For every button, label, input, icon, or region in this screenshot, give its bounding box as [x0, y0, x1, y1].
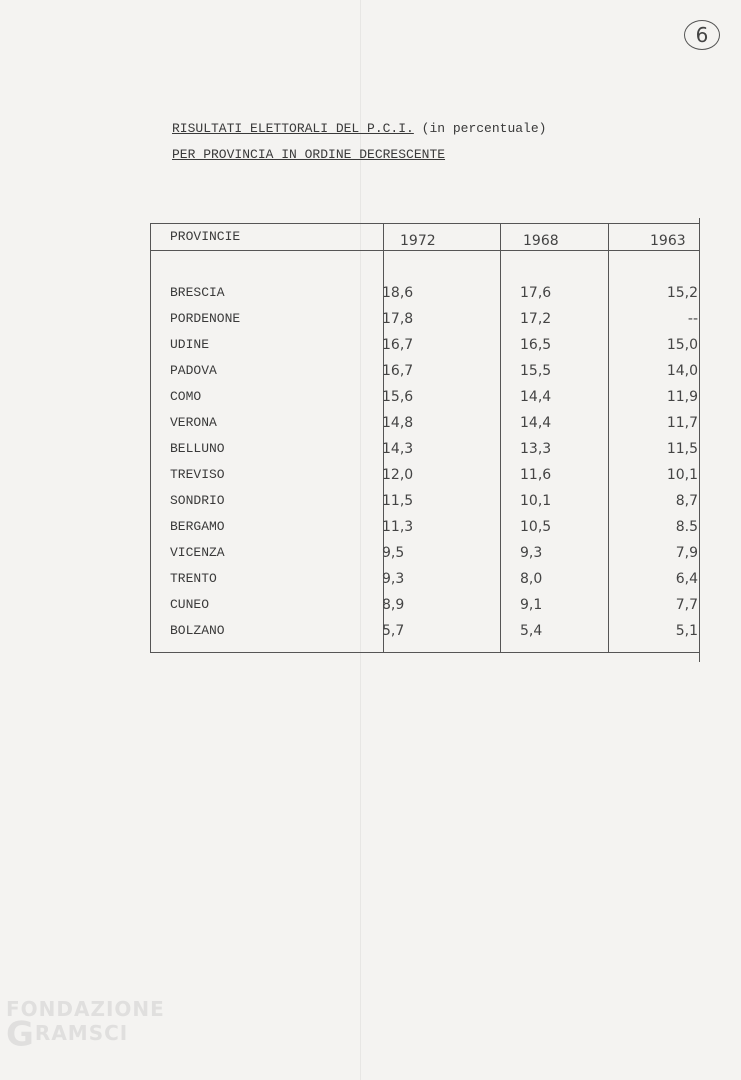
- value-1963: 5,1: [675, 623, 698, 639]
- value-1968: 14,4: [520, 415, 552, 431]
- header-1963: 1963: [650, 233, 686, 249]
- value-1968: 17,6: [520, 285, 552, 301]
- province-name: CUNEO: [170, 597, 210, 612]
- province-name: VICENZA: [170, 545, 225, 560]
- table-top-border: [150, 223, 700, 224]
- table-row: [150, 571, 700, 597]
- document-title: [172, 121, 546, 136]
- value-1968: 10,1: [520, 493, 552, 509]
- value-1968: 14,4: [520, 389, 552, 405]
- watermark-logo-letter: G: [6, 1014, 35, 1055]
- value-1968: 5,4: [520, 623, 543, 639]
- value-1963: 11,7: [666, 415, 698, 431]
- table-row: [150, 441, 700, 467]
- province-name: BOLZANO: [170, 623, 225, 638]
- province-name: PADOVA: [170, 363, 217, 378]
- table-row: [150, 415, 700, 441]
- title-underlined: RISULTATI ELETTORALI DEL P.C.I.: [172, 121, 414, 136]
- province-name: UDINE: [170, 337, 210, 352]
- watermark-line1: FONDAZIONE: [6, 997, 165, 1021]
- value-1963: 7,9: [675, 545, 698, 561]
- table-row: [150, 519, 700, 545]
- province-name: TREVISO: [170, 467, 225, 482]
- archive-watermark: [6, 997, 165, 1055]
- value-1963: 15,2: [666, 285, 698, 301]
- value-1963: 8.5: [675, 519, 698, 535]
- value-1968: 15,5: [520, 363, 552, 379]
- page-number: 6: [684, 20, 720, 50]
- value-1968: 9,1: [520, 597, 543, 613]
- watermark-line2: RAMSCI: [34, 1021, 129, 1045]
- value-1963: 7,7: [675, 597, 698, 613]
- table-row: [150, 363, 700, 389]
- header-1968: 1968: [523, 233, 559, 249]
- province-name: BERGAMO: [170, 519, 225, 534]
- value-1963: 15,0: [666, 337, 698, 353]
- value-1972: 14,3: [382, 441, 414, 457]
- table-row: [150, 623, 700, 649]
- value-1972: 11,3: [382, 519, 414, 535]
- value-1963: 6,4: [675, 571, 698, 587]
- value-1972: 5,7: [382, 623, 405, 639]
- value-1972: 15,6: [382, 389, 414, 405]
- value-1968: 9,3: [520, 545, 543, 561]
- value-1963: 14,0: [666, 363, 698, 379]
- value-1963: 10,1: [666, 467, 698, 483]
- province-name: TRENTO: [170, 571, 217, 586]
- table-row: [150, 389, 700, 415]
- province-name: BRESCIA: [170, 285, 225, 300]
- value-1972: 11,5: [382, 493, 414, 509]
- value-1968: 11,6: [520, 467, 552, 483]
- value-1972: 14,8: [382, 415, 414, 431]
- value-1972: 16,7: [382, 337, 414, 353]
- header-province: PROVINCIE: [170, 229, 241, 244]
- value-1972: 8,9: [382, 597, 405, 613]
- value-1972: 12,0: [382, 467, 414, 483]
- value-1963: --: [687, 311, 698, 327]
- value-1968: 16,5: [520, 337, 552, 353]
- table-header-divider: [150, 250, 700, 251]
- document-subtitle: PER PROVINCIA IN ORDINE DECRESCENTE: [172, 147, 446, 162]
- table-row: [150, 311, 700, 337]
- value-1972: 9,3: [382, 571, 405, 587]
- value-1972: 16,7: [382, 363, 414, 379]
- table-row: [150, 285, 700, 311]
- value-1963: 8,7: [675, 493, 698, 509]
- header-1972: 1972: [400, 233, 436, 249]
- value-1968: 8,0: [520, 571, 543, 587]
- table-row: [150, 597, 700, 623]
- value-1972: 17,8: [382, 311, 414, 327]
- title-suffix: (in percentuale): [413, 121, 547, 136]
- province-name: VERONA: [170, 415, 217, 430]
- province-name: COMO: [170, 389, 202, 404]
- value-1968: 13,3: [520, 441, 552, 457]
- value-1968: 17,2: [520, 311, 552, 327]
- value-1963: 11,9: [666, 389, 698, 405]
- table-row: [150, 337, 700, 363]
- table-row: [150, 493, 700, 519]
- province-name: PORDENONE: [170, 311, 241, 326]
- province-name: SONDRIO: [170, 493, 225, 508]
- value-1963: 11,5: [666, 441, 698, 457]
- table-row: [150, 467, 700, 493]
- value-1972: 18,6: [382, 285, 414, 301]
- table-bottom-border: [150, 652, 700, 653]
- province-name: BELLUNO: [170, 441, 225, 456]
- value-1972: 9,5: [382, 545, 405, 561]
- value-1968: 10,5: [520, 519, 552, 535]
- table-row: [150, 545, 700, 571]
